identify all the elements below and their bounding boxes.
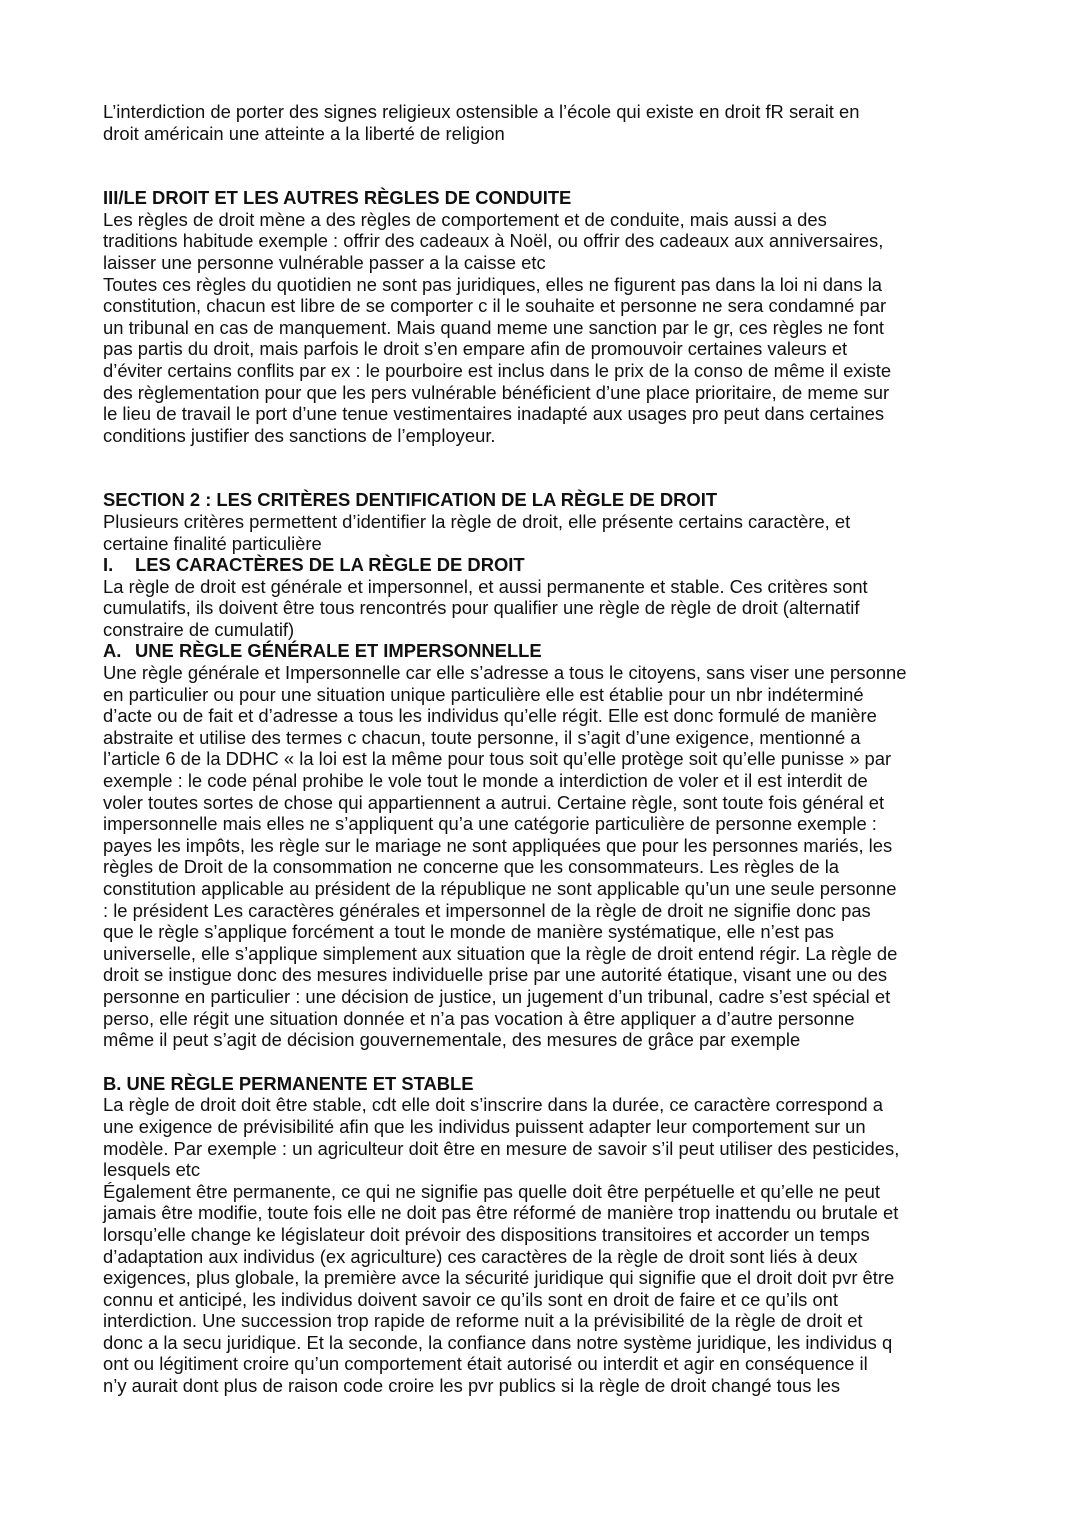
subsection-heading-i bbox=[103, 554, 1003, 576]
text-line: lesquels etc bbox=[103, 1159, 201, 1181]
text-line: conditions justifier des sanctions de l’employeur. bbox=[103, 424, 496, 446]
section-heading: III/LE DROIT ET LES AUTRES RÈGLES DE CONDUITE bbox=[103, 187, 572, 209]
subsection-heading-a bbox=[103, 640, 1003, 662]
text-line: personne en particulier : une décision de justice, un jugement d’un tribunal, cadre s’est spécial et bbox=[103, 985, 891, 1007]
text-line: le lieu de travail le port d’une tenue vestimentaires inadapté aux usages pro peut dans certaines bbox=[103, 403, 885, 425]
text-line: des règlementation pour que les pers vulnérable bénéficient d’une place prioritaire, de meme sur bbox=[103, 381, 890, 403]
heading-text: UNE RÈGLE GÉNÉRALE ET IMPERSONNELLE bbox=[135, 640, 542, 662]
text-line: en particulier ou pour une situation unique particulière elle est établie pour un nbr indéterminé bbox=[103, 683, 864, 705]
text-line: Les règles de droit mène a des règles de comportement et de conduite, mais aussi a des bbox=[103, 208, 827, 230]
text-line: Une règle générale et Impersonnelle car elle s’adresse a tous le citoyens, sans viser une personne bbox=[103, 662, 907, 684]
text-line: donc a la secu juridique. Et la seconde, la confiance dans notre système juridique, les individus q bbox=[103, 1331, 893, 1353]
document-page bbox=[103, 101, 1003, 1397]
section-iii bbox=[103, 187, 1003, 446]
text-line: perso, elle régit une situation donnée et n’a pas vocation à être appliquer a d’autre personne bbox=[103, 1007, 855, 1029]
list-number: A. bbox=[103, 640, 122, 662]
text-line: droit américain une atteinte a la liberté de religion bbox=[103, 122, 505, 144]
text-line: Plusieurs critères permettent d’identifier la règle de droit, elle présente certains caractère, et bbox=[103, 510, 851, 532]
text-line: payes les impôts, les règle sur le mariage ne sont appliquées que pour les personnes mariés, les bbox=[103, 834, 893, 856]
spacer bbox=[103, 446, 1003, 489]
text-line: que le règle s’applique forcément a tout le monde de manière systématique, elle n’est pas bbox=[103, 921, 834, 943]
text-line: d’éviter certains conflits par ex : le pourboire est inclus dans le prix de la conso de même il existe bbox=[103, 359, 892, 381]
text-line: règles de Droit de la consommation ne concerne que les consommateurs. Les règles de la bbox=[103, 856, 840, 878]
text-line: exemple : le code pénal prohibe le vole tout le monde a interdiction de voler et il est interdit de bbox=[103, 770, 868, 792]
text-line: voler toutes sortes de chose qui appartiennent a autrui. Certaine règle, sont toute fois général et bbox=[103, 791, 885, 813]
text-line: universelle, elle s’applique simplement aux situation que la règle de droit entend régir. La règle de bbox=[103, 942, 898, 964]
text-line: jamais être modifie, toute fois elle ne doit pas être réformé de manière trop inattendu ou brutale et bbox=[103, 1202, 899, 1224]
spacer bbox=[103, 1051, 1003, 1073]
text-line: impersonnelle mais elles ne s’appliquent qu’a une catégorie particulière de personne exemple : bbox=[103, 813, 877, 835]
text-line: exigences, plus globale, la première avce la sécurité juridique qui signifie que el droit doit pvr être bbox=[103, 1267, 895, 1289]
section-2 bbox=[103, 489, 1003, 1396]
text-line: même il peut s’agit de décision gouvernementale, des mesures de grâce par exemple bbox=[103, 1029, 801, 1051]
text-line: La règle de droit est générale et impersonnel, et aussi permanente et stable. Ces critères sont bbox=[103, 575, 868, 597]
text-line: pas partis du droit, mais parfois le droit s’en empare afin de promouvoir certaines valeurs et bbox=[103, 338, 848, 360]
subsection-heading-b: B. UNE RÈGLE PERMANENTE ET STABLE bbox=[103, 1072, 474, 1094]
heading-text: LES CARACTÈRES DE LA RÈGLE DE DROIT bbox=[135, 554, 525, 576]
text-line: l’article 6 de la DDHC « la loi est la même pour tous soit qu’elle protège soit qu’elle punisse » par bbox=[103, 748, 892, 770]
list-number: I. bbox=[103, 554, 114, 576]
text-line: constitution, chacun est libre de se comporter c il le souhaite et personne ne sera condamné par bbox=[103, 295, 887, 317]
text-line: traditions habitude exemple : offrir des cadeaux à Noël, ou offrir des cadeaux aux anniversaires, bbox=[103, 230, 884, 252]
text-line: : le président Les caractères générales et impersonnel de la règle de droit ne signifie donc pas bbox=[103, 899, 871, 921]
intro-paragraph bbox=[103, 101, 1003, 144]
text-line: d’acte ou de fait et d’adresse a tous les individus qu’elle régit. Elle est donc formulé de manière bbox=[103, 705, 877, 727]
text-line: n’y aurait dont plus de raison code croire les pvr publics si la règle de droit changé tous les bbox=[103, 1375, 841, 1397]
section-heading: SECTION 2 : LES CRITÈRES DENTIFICATION DE LA RÈGLE DE DROIT bbox=[103, 489, 718, 511]
text-line: La règle de droit doit être stable, cdt elle doit s’inscrire dans la durée, ce caractère correspond a bbox=[103, 1094, 883, 1116]
text-line: abstraite et utilise des termes c chacun, toute personne, il s’agit d’une exigence, mentionné a bbox=[103, 726, 861, 748]
text-line: constraire de cumulatif) bbox=[103, 618, 295, 640]
text-line: interdiction. Une succession trop rapide de reforme nuit a la prévisibilité de la règle de droit et bbox=[103, 1310, 863, 1332]
text-line: certaine finalité particulière bbox=[103, 532, 322, 554]
text-line: cumulatifs, ils doivent être tous rencontrés pour qualifier une règle de règle de droit (alternatif bbox=[103, 597, 860, 619]
spacer bbox=[103, 144, 1003, 187]
text-line: L’interdiction de porter des signes religieux ostensible a l’école qui existe en droit fR serait en bbox=[103, 101, 860, 122]
text-line: constitution applicable au président de la république ne sont applicable qu’un une seule personne bbox=[103, 878, 897, 899]
text-line: modèle. Par exemple : un agriculteur doit être en mesure de savoir s’il peut utiliser des pesticides, bbox=[103, 1137, 900, 1159]
text-line: laisser une personne vulnérable passer a la caisse etc bbox=[103, 251, 546, 273]
text-line: connu et anticipé, les individus doivent savoir ce qu’ils sont en droit de faire et ce qu’ils ont bbox=[103, 1288, 839, 1310]
text-line: Également être permanente, ce qui ne signifie pas quelle doit être perpétuelle et qu’elle ne peut bbox=[103, 1180, 881, 1202]
text-line: lorsqu’elle change ke législateur doit prévoir des dispositions transitoires et accorder un temps bbox=[103, 1223, 870, 1245]
text-line: d’adaptation aux individus (ex agriculture) ces caractères de la règle de droit sont liés à deux bbox=[103, 1245, 858, 1267]
text-line: Toutes ces règles du quotidien ne sont pas juridiques, elles ne figurent pas dans la loi ni dans la bbox=[103, 273, 883, 295]
text-line: ont ou légitiment croire qu’un comportement était autorisé ou interdit et agir en conséquence il bbox=[103, 1353, 868, 1375]
text-line: un tribunal en cas de manquement. Mais quand meme une sanction par le gr, ces règles ne font bbox=[103, 316, 885, 338]
text-line: droit se instigue donc des mesures individuelle prise par une autorité étatique, visant une ou des bbox=[103, 964, 888, 986]
text-line: une exigence de prévisibilité afin que les individus puissent adapter leur comportement sur un bbox=[103, 1115, 866, 1137]
